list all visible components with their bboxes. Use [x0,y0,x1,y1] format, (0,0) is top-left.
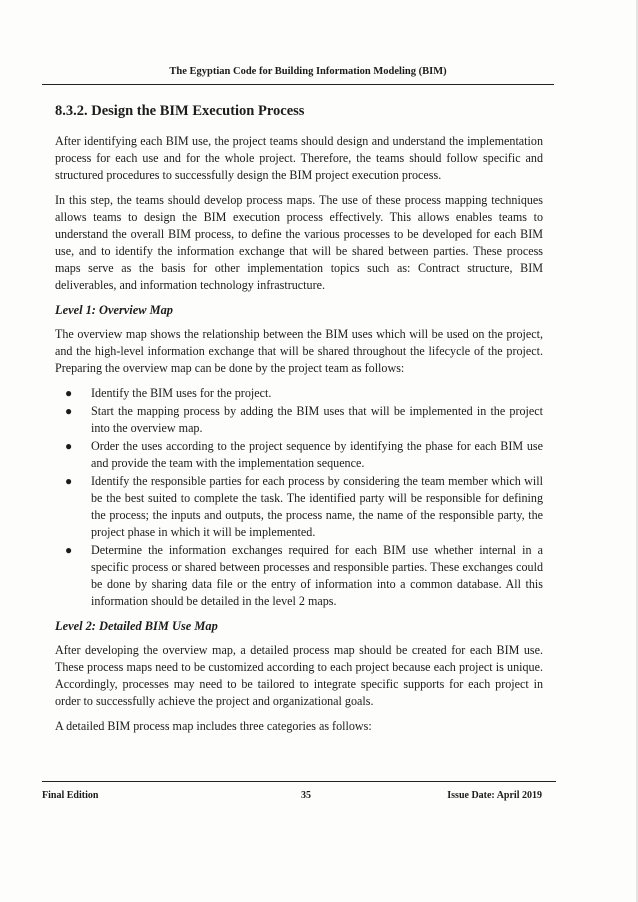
page-number: 35 [301,790,311,801]
footer-rule [42,781,556,782]
section-heading: 8.3.2. Design the BIM Execution Process [55,103,305,119]
running-header: The Egyptian Code for Building Information Modeling (BIM) [169,66,447,77]
list-item-text: Order the uses according to the project sequence by identifying the phase for each BIM use and provide the team with the implementation sequence. [91,439,543,470]
bullet-icon: ● [65,404,73,418]
level1-intro: The overview map shows the relationship between the BIM uses which will be used on the project, and the high-level information exchange that will be shared throughout the lifecycle of the project. Preparing the overview map can be done by the project team as follows: [55,327,543,375]
list-item [65,438,543,472]
level2-paragraph-2: A detailed BIM process map includes three categories as follows: [55,719,372,733]
list-item [65,385,543,402]
level1-heading: Level 1: Overview Map [55,303,174,317]
list-item-text: Start the mapping process by adding the BIM uses that will be implemented in the project into the overview map. [91,404,543,435]
bullet-icon: ● [65,474,73,488]
list-item-text: Determine the information exchanges required for each BIM use whether internal in a specific process or shared between processes and responsible parties. These exchanges could be done by sharing data file or the entry of information into a common database. All this information should be detailed in the level 2 maps. [91,543,543,608]
list-item [65,473,543,541]
footer-edition: Final Edition [42,790,99,801]
list-item-text: Identify the responsible parties for each process by considering the team member which will be the best suited to complete the task. The identified party will be responsible for defining the process; the inputs and outputs, the process name, the name of the responsible party, the project phase in which it will be implemented. [91,474,543,539]
header-rule [42,84,554,85]
level2-paragraph-1: After developing the overview map, a detailed process map should be created for each BIM use. These process maps need to be customized according to each project because each project is unique. Accordingly, processes may need to be tailored to integrate specific supports for each project in order to successfully achieve the project and organizational goals. [55,643,543,708]
section-paragraph-2: In this step, the teams should develop process maps. The use of these process mapping techniques allows teams to design the BIM execution process effectively. This allows enables teams to understand the overall BIM process, to define the various processes to be developed for each BIM use, and to identify the information exchange that will be shared between parties. These process maps serve as the basis for other implementation topics such as: Contract structure, BIM deliverables, and information technology infrastructure. [55,193,543,292]
level2-heading: Level 2: Detailed BIM Use Map [55,619,218,633]
page-content [55,101,543,743]
list-item-text: Identify the BIM uses for the project. [91,386,272,400]
level1-bullet-list [55,385,543,610]
bullet-icon: ● [65,543,73,557]
list-item [65,542,543,610]
section-paragraph-1: After identifying each BIM use, the project teams should design and understand the implementation process for each use and for the whole project. Therefore, the teams should follow specific and structured procedures to successfully design the BIM project execution process. [55,134,543,182]
footer-issue-date: Issue Date: April 2019 [447,790,542,801]
bullet-icon: ● [65,439,73,453]
list-item [65,403,543,437]
bullet-icon: ● [65,386,73,400]
